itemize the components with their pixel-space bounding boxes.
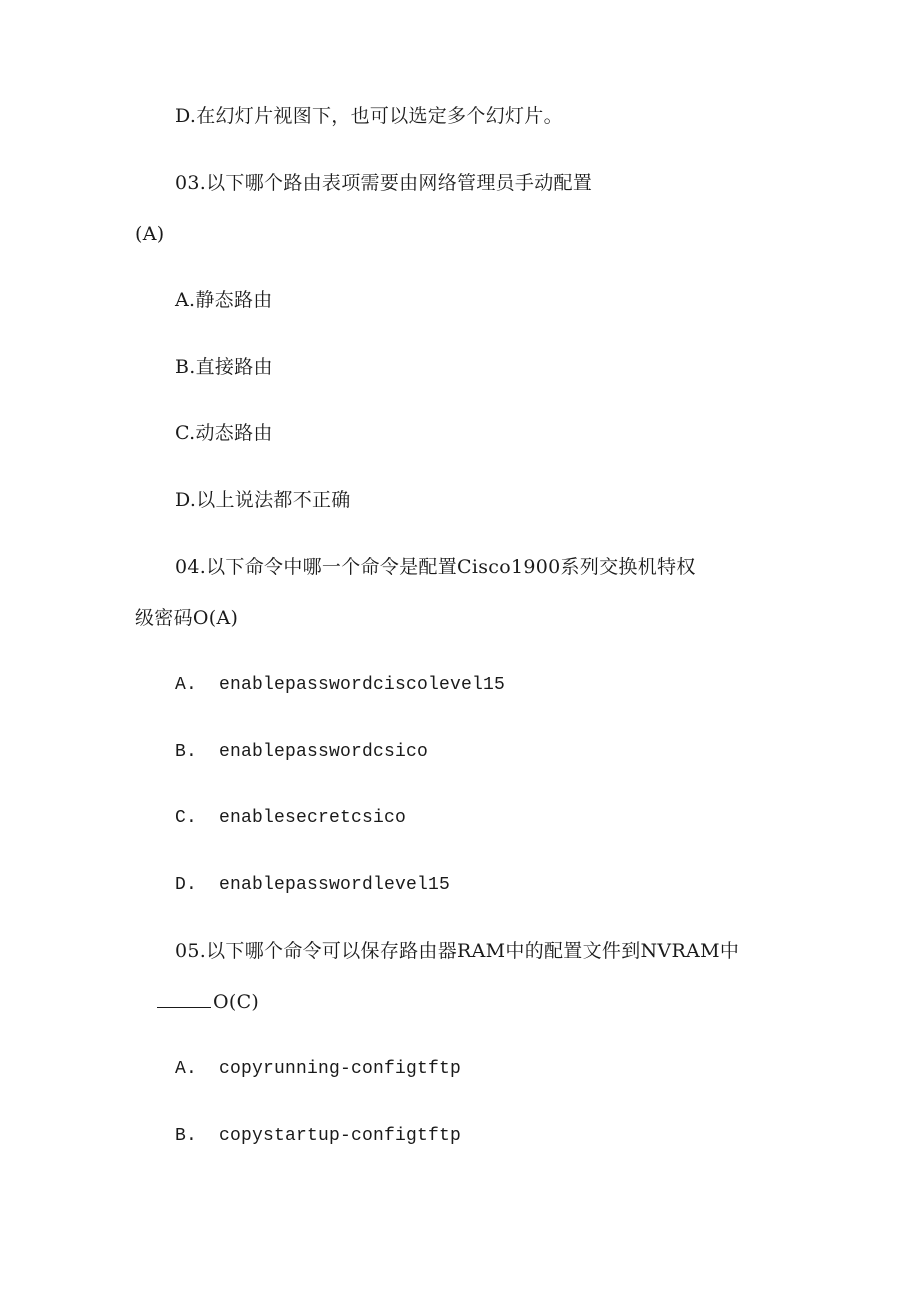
q05-option-b: B. copystartup-configtftp bbox=[175, 1126, 462, 1146]
q04-option-a: A. enablepasswordciscolevel15 bbox=[175, 675, 506, 695]
q05-answer: O(C) bbox=[213, 991, 260, 1013]
answer-blank bbox=[157, 990, 211, 1008]
q03-option-c: C.动态路由 bbox=[175, 422, 273, 444]
q04-option-d: D. enablepasswordlevel15 bbox=[175, 875, 451, 895]
q02-option-d: D.在幻灯片视图下，也可以选定多个幻灯片。 bbox=[175, 105, 563, 127]
q04-option-b: B. enablepasswordcsico bbox=[175, 742, 429, 762]
q04-option-c: C. enablesecretcsico bbox=[175, 808, 407, 828]
q03-answer: (A) bbox=[135, 223, 165, 245]
q05-option-a: A. copyrunning-configtftp bbox=[175, 1059, 462, 1079]
q03-option-b: B.直接路由 bbox=[175, 356, 273, 378]
q03-stem: 03.以下哪个路由表项需要由网络管理员手动配置 bbox=[175, 172, 593, 194]
q05-stem: 05.以下哪个命令可以保存路由器RAM中的配置文件到NVRAM中 bbox=[175, 940, 740, 962]
q04-stem-line2: 级密码O(A) bbox=[135, 607, 239, 629]
q04-stem-line1: 04.以下命令中哪一个命令是配置Cisco1900系列交换机特权 bbox=[175, 556, 696, 578]
q05-answer-line bbox=[157, 990, 259, 1014]
q03-option-a: A.静态路由 bbox=[175, 289, 273, 311]
q03-option-d: D.以上说法都不正确 bbox=[175, 489, 351, 511]
